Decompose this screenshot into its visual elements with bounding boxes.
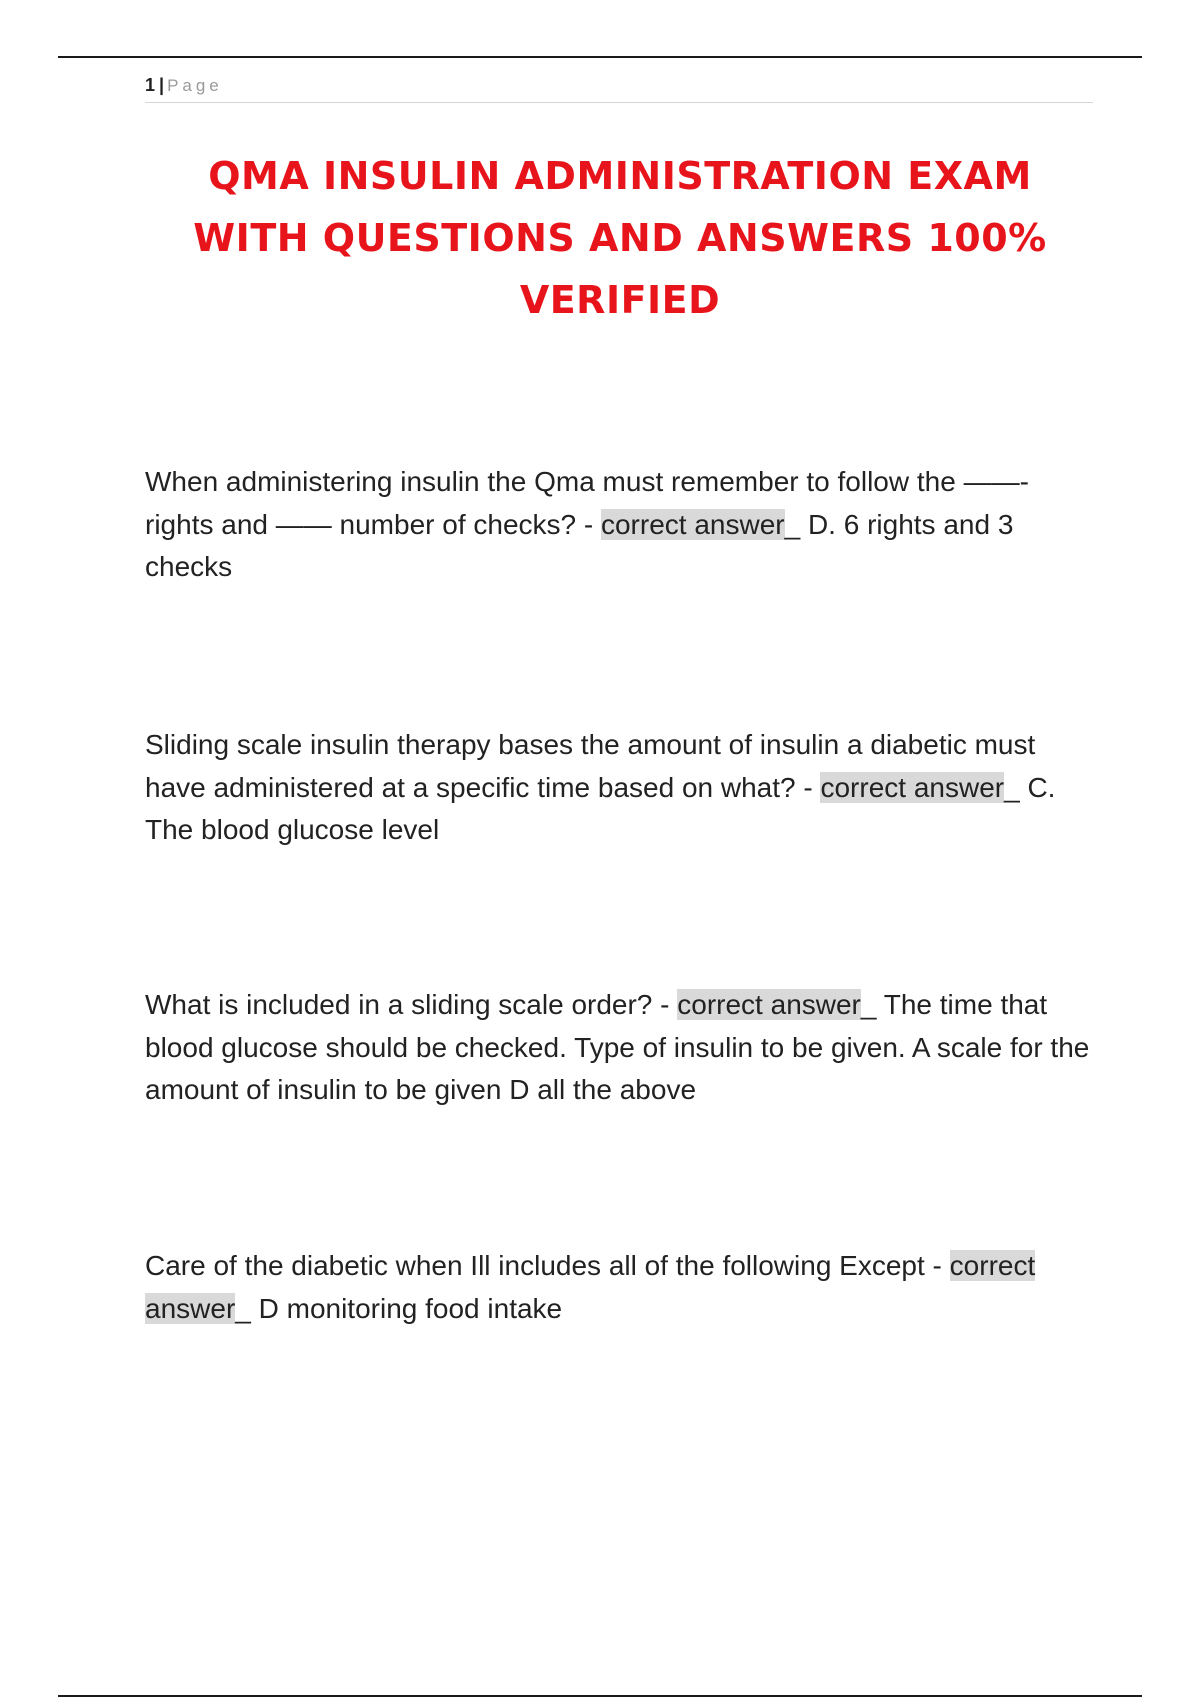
page-separator: | [159, 75, 165, 95]
question-text: Care of the diabetic when Ill includes all of the following Except - [145, 1250, 950, 1281]
bottom-rule [58, 1695, 1142, 1697]
answer-text: _ C. The blood glucose level [145, 771, 1056, 845]
title-line-1: QMA INSULIN ADMINISTRATION EXAM [208, 154, 1032, 198]
answer-text: _ D monitoring food intake [235, 1292, 563, 1324]
answer-text: _ D. 6 rights and 3 checks [145, 508, 1014, 582]
correct-answer-marker: correct answer [145, 1250, 1036, 1324]
correct-answer-marker: correct answer [820, 771, 1005, 803]
document-title [130, 145, 1110, 331]
question-text: What is included in a sliding scale order? - [145, 989, 678, 1020]
answer-text: _ The time that blood glucose should be checked. Type of insulin to be given. A scale for the amount of insulin to be given D all the above [145, 989, 1090, 1105]
qa-item [145, 724, 1090, 852]
correct-answer-marker: correct answer [600, 508, 785, 540]
question-text: Sliding scale insulin therapy bases the amount of insulin a diabetic must have administered at a specific time based on what? - [145, 729, 1036, 803]
qa-item [145, 984, 1090, 1112]
question-text: When administering insulin the Qma must remember to follow the ——- rights and —— number of checks? - [145, 466, 1029, 540]
title-line-3: VERIFIED [519, 278, 721, 322]
page-label: Page [167, 76, 223, 95]
page-header [145, 72, 1093, 103]
qa-item [145, 461, 1090, 589]
qa-item [145, 1245, 1090, 1330]
title-line-2: WITH QUESTIONS AND ANSWERS 100% [193, 216, 1047, 260]
correct-answer-marker: correct answer [677, 989, 861, 1020]
page-number: 1 [145, 75, 156, 95]
top-rule [58, 56, 1142, 58]
